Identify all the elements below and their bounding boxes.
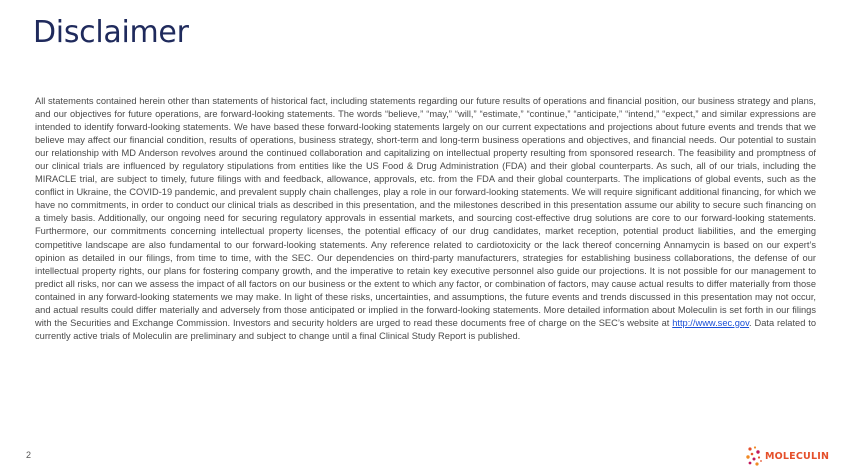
molecule-icon bbox=[745, 445, 763, 467]
page-number: 2 bbox=[26, 450, 32, 460]
disclaimer-paragraph bbox=[35, 95, 816, 343]
disclaimer-text-end: . Data related to currently active trials of Moleculin are preliminary and subject to change until a final Clinical Study Report is published. bbox=[35, 317, 816, 341]
sec-website-link[interactable]: http://www.sec.gov bbox=[672, 317, 750, 328]
logo-wordmark: MOLECULIN bbox=[765, 450, 830, 462]
company-logo bbox=[745, 445, 829, 467]
slide-title: Disclaimer bbox=[33, 15, 189, 50]
disclaimer-text-main: All statements contained herein other than statements of historical fact, including statements regarding our future results of operations and financial position, our business strategy and plans, and our objectives for future operations, are forward-looking statements. The words “believe,” “may,” “will,” “estimate,” “continue,” “anticipate,” “intend,” “expect,” and similar expressions are intended to identify forward-looking statements. We have based these forward-looking statements largely on our current expectations and projections about future events and trends that we believe may affect our financial condition, results of operations, business strategy, short-term and long-term business operations and objectives, and financial needs. Our potential to sustain our relationship with MD Anderson revolves around the continued collaboration and capitalizing on intellectual property resulting from sponsored research. The feasibility and promptness of our clinical trials are influenced by regulatory stipulations from entities like the US Food & Drug Administration (FDA) and their global counterparts. As such, all of our trials, including the MIRACLE trial, are subject to timely, future filings with and feedback, allowance, approvals, etc. from the FDA and their global counterparts. The implications of global events, such as the conflict in Ukraine, the COVID-19 pandemic, and prevalent supply chain challenges, play a role in our forward-looking statements. We will require significant additional financing, for which we have no commitments, in order to conduct our clinical trials as described in this presentation, and the milestones described in this presentation assume our ability to secure such financing on a timely basis. Additionally, our ongoing need for securing regulatory approvals in essential markets, and sourcing cost-effective drug solutions are core to our forward-looking statements. Furthermore, our commitments concerning intellectual property licenses, the potential efficacy of our drug candidates, market reception, potential product liabilities, and the emerging competitive landscape are also fundamental to our forward-looking statements. Any reference related to cardiotoxicity or the lack thereof concerning Annamycin is based on our expert’s opinion as detailed in our filings, from time to time, with the SEC. Our dependencies on third-party manufacturers, strategies for establishing business collaborations, the defense of our intellectual property rights, our plans for fostering company growth, and the imperative to retain key executive personnel also guide our projections. It is not possible for our management to predict all risks, nor can we assess the impact of all factors on our business or the extent to which any factor, or combination of factors, may cause actual results to differ materially from those contained in any forward-looking statements we may make. In light of these risks, uncertainties, and assumptions, the future events and trends discussed in this presentation may not occur, and actual results could differ materially and adversely from those anticipated or implied in the forward-looking statements. More detailed information about Moleculin is set forth in our filings with the Securities and Exchange Commission. Investors and security holders are urged to read these documents free of charge on the SEC’s website at bbox=[35, 96, 816, 328]
